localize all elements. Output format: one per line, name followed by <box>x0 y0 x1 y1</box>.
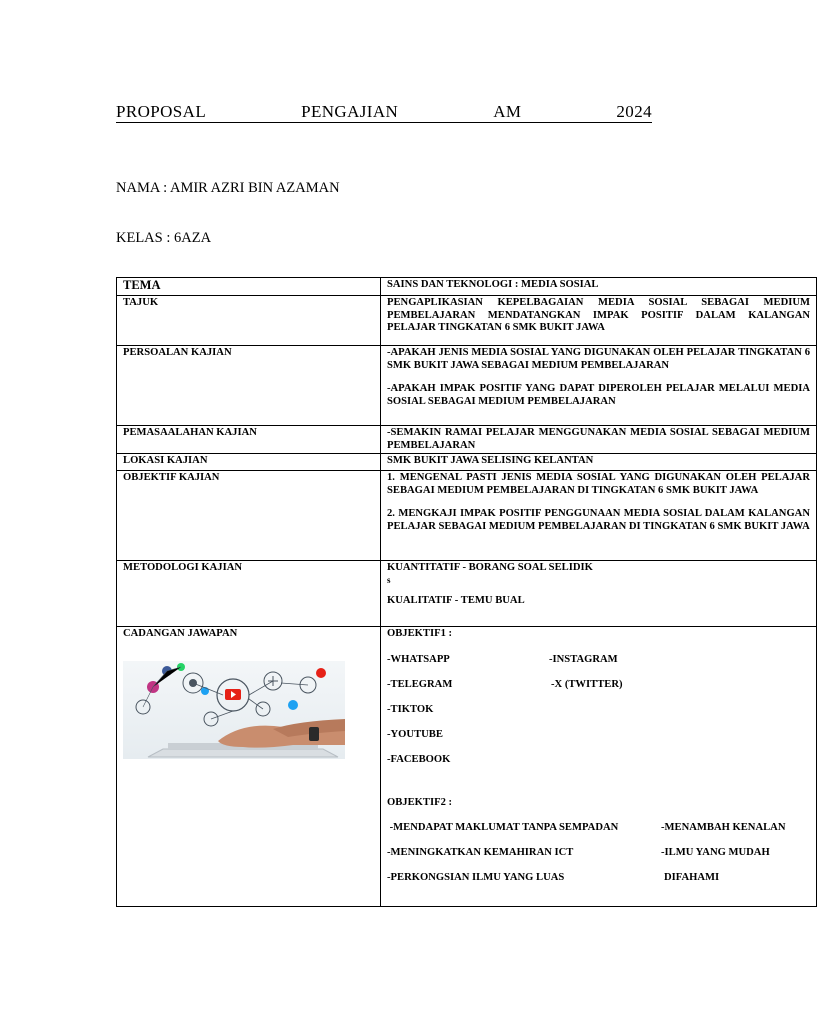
label-metodologi: METODOLOGI KAJIAN <box>117 561 381 627</box>
social-media-illustration <box>123 661 345 759</box>
row-tema <box>117 278 817 296</box>
obj1-item: -TELEGRAM <box>387 678 453 690</box>
row-metodologi <box>117 561 817 627</box>
obj2-item: -ILMU YANG MUDAH <box>661 847 770 859</box>
label-persoalan: PERSOALAN KAJIAN <box>117 346 381 426</box>
persoalan-question-2: -APAKAH IMPAK POSITIF YANG DAPAT DIPEROLEH PELAJAR MELALUI MEDIA SOSIAL SEBAGAI MEDIUM PEMBELAJARAN <box>387 383 810 407</box>
label-cadangan-cell <box>117 627 381 907</box>
value-lokasi: SMK BUKIT JAWA SELISING KELANTAN <box>381 454 817 471</box>
objektif-1: 1. MENGENAL PASTI JENIS MEDIA SOSIAL YANG DIGUNAKAN OLEH PELAJAR SEBAGAI MEDIUM PEMBELAJARAN DI TINGKATAN 6 SMK BUKIT JAWA <box>387 472 810 496</box>
obj1-row <box>387 729 810 754</box>
obj2-item: -MENINGKATKAN KEMAHIRAN ICT <box>387 847 574 859</box>
row-persoalan <box>117 346 817 426</box>
obj2-item: -MENAMBAH KENALAN <box>661 822 786 834</box>
title-word-proposal: PROPOSAL <box>116 102 207 121</box>
row-lokasi <box>117 454 817 471</box>
proposal-table <box>116 277 817 907</box>
row-pemasaalahan <box>117 426 817 454</box>
metodologi-qualitative: KUALITATIF - TEMU BUAL <box>387 594 525 606</box>
student-class: KELAS : 6AZA <box>116 230 212 246</box>
value-metodologi <box>381 561 817 627</box>
value-tajuk: PENGAPLIKASIAN KEPELBAGAIAN MEDIA SOSIAL SEBAGAI MEDIUM PEMBELAJARAN MENDATANGKAN IMPAK POSITIF DALAM KALANGAN PELAJAR TINGKATAN 6 SMK BUKIT JAWA <box>381 296 817 346</box>
obj2-item: -MENDAPAT MAKLUMAT TANPA SEMPADAN <box>387 822 619 834</box>
obj2-row <box>387 847 810 872</box>
metodologi-quantitative: KUANTITATIF - BORANG SOAL SELIDIK <box>387 562 593 573</box>
obj1-row <box>387 679 810 704</box>
value-cadangan <box>381 627 817 907</box>
obj1-item: -X (TWITTER) <box>551 678 623 690</box>
obj2-row <box>387 872 810 897</box>
obj1-row <box>387 654 810 679</box>
proposal-title <box>116 102 652 123</box>
illustration-svg <box>123 661 345 759</box>
value-pemasaalahan: -SEMAKIN RAMAI PELAJAR MENGGUNAKAN MEDIA SOSIAL SEBAGAI MEDIUM PEMBELAJARAN <box>381 426 817 454</box>
label-lokasi: LOKASI KAJIAN <box>117 454 381 471</box>
row-tajuk <box>117 296 817 346</box>
obj1-item: -WHATSAPP <box>387 653 450 665</box>
row-objektif <box>117 471 817 561</box>
label-pemasaalahan: PEMASAALAHAN KAJIAN <box>117 426 381 454</box>
persoalan-question-1: -APAKAH JENIS MEDIA SOSIAL YANG DIGUNAKAN OLEH PELAJAR TINGKATAN 6 SMK BUKIT JAWA SEBAGAI MEDIUM PEMBELAJARAN <box>387 347 810 371</box>
label-tema: TEMA <box>117 278 381 296</box>
obj1-row <box>387 754 810 779</box>
title-word-pengajian: PENGAJIAN <box>301 102 399 121</box>
title-word-year: 2024 <box>616 102 652 121</box>
label-cadangan: CADANGAN JAWAPAN <box>123 628 238 639</box>
obj1-item: -TIKTOK <box>387 703 434 715</box>
title-word-am: AM <box>493 102 522 121</box>
obj2-heading: OBJEKTIF2 : <box>387 796 453 808</box>
obj1-row <box>387 704 810 729</box>
obj2-item: DIFAHAMI <box>664 872 720 884</box>
value-persoalan <box>381 346 817 426</box>
metodologi-stray-char: s <box>387 574 391 585</box>
student-name: NAMA : AMIR AZRI BIN AZAMAN <box>116 180 340 196</box>
obj1-item: -YOUTUBE <box>387 728 443 740</box>
value-objektif <box>381 471 817 561</box>
objektif-2: 2. MENGKAJI IMPAK POSITIF PENGGUNAAN MEDIA SOSIAL DALAM KALANGAN PELAJAR SEBAGAI MEDIUM PEMBELAJARAN DI TINGKATAN 6 SMK BUKIT JAWA <box>387 508 810 532</box>
obj2-row <box>387 822 810 847</box>
obj2-item: -PERKONGSIAN ILMU YANG LUAS <box>387 872 565 884</box>
obj1-item: -INSTAGRAM <box>549 653 618 665</box>
label-objektif: OBJEKTIF KAJIAN <box>117 471 381 561</box>
obj1-item: -FACEBOOK <box>387 753 451 765</box>
label-tajuk: TAJUK <box>117 296 381 346</box>
row-cadangan <box>117 627 817 907</box>
value-tema: SAINS DAN TEKNOLOGI : MEDIA SOSIAL <box>381 278 817 296</box>
obj1-heading: OBJEKTIF1 : <box>387 628 453 639</box>
